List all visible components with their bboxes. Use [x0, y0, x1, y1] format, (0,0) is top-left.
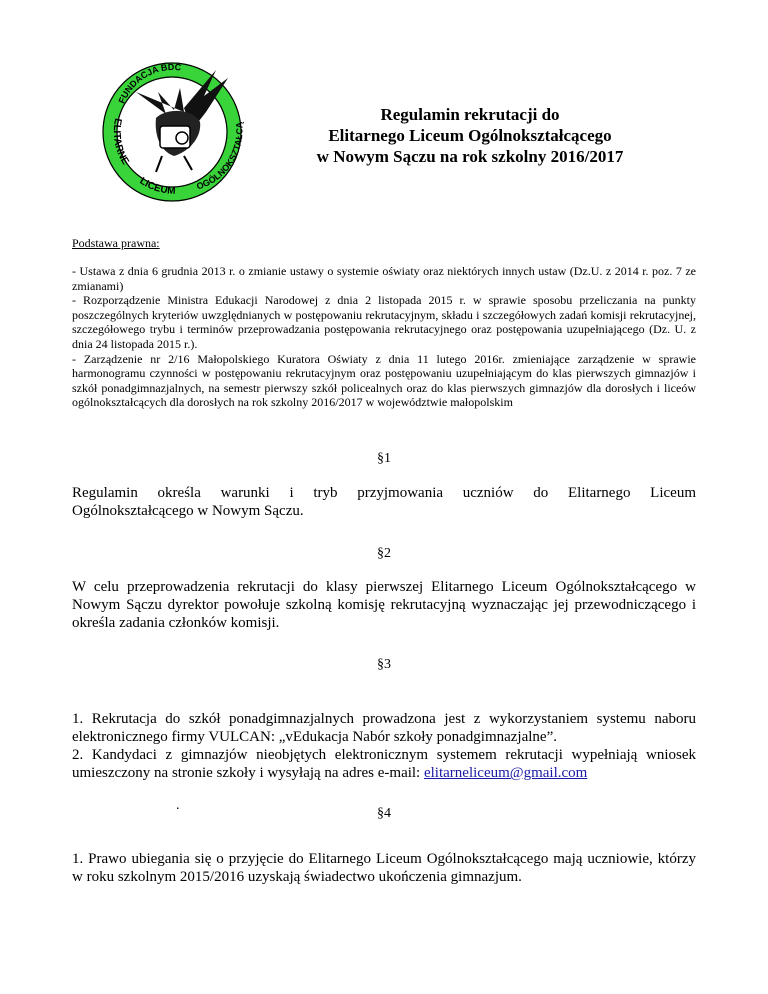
legal-basis-item: - Rozporządzenie Ministra Edukacji Narodowej z dnia 2 listopada 2015 r. w sprawie sposobu przeliczania na punkty poszczególnych kryteriów uwzględnianych w postępowaniu rekrutacyjnym, składu i szczegółowych zadań komisji rekrutacyjnej, szczegółowego trybu i terminów przeprowadzania postępowania rekrutacyjnego oraz postępowania uzupełniającego (Dz. U. z dnia 24 listopada 2015 r.). — [72, 293, 696, 351]
logo-top-text: FUNDACJA BDC — [116, 61, 182, 105]
document-title — [300, 104, 640, 167]
section-3-item-2 — [72, 746, 696, 782]
email-link[interactable]: elitarneliceum@gmail.com — [423, 765, 588, 781]
section-mark-3: §3 — [377, 657, 391, 672]
section-3-text — [72, 710, 696, 782]
section-mark-4: §4 — [377, 806, 391, 821]
stray-dot: . — [176, 798, 180, 813]
legal-basis-list — [72, 264, 696, 410]
section-1-text — [72, 484, 696, 520]
title-line-1: Regulamin rekrutacji do — [380, 105, 560, 124]
legal-basis-label: Podstawa prawna: — [72, 236, 160, 250]
section-1-line-1: Regulamin określa warunki i tryb przyjmowania uczniów do Elitarnego Liceum — [72, 485, 696, 501]
title-line-3: w Nowym Sączu na rok szkolny 2016/2017 — [316, 147, 624, 166]
logo-ring-bottom-text: LICEUM — [137, 175, 176, 197]
foundation-logo — [96, 52, 248, 204]
section-3-item-2-text: 2. Kandydaci z gimnazjów nieobjętych elektronicznym systemem rekrutacji wypełniają wniosek umieszczony na stronie szkoły i wysyłają na adres e-mail: — [72, 747, 696, 781]
section-mark-1: §1 — [377, 451, 391, 466]
logo-ring-right-text: OGÓLNOKSZTAŁCĄ — [195, 121, 245, 192]
logo-graphic — [96, 52, 248, 204]
title-line-2: Elitarnego Liceum Ogólnokształcącego — [328, 126, 612, 145]
section-2-text: W celu przeprowadzenia rekrutacji do klasy pierwszej Elitarnego Liceum Ogólnokształcącego w Nowym Sączu dyrektor powołuje szkolną komisję rekrutacyjną wyznaczając jej przewodniczącego i określa zadania członków komisji. — [72, 579, 696, 631]
section-mark-2: §2 — [377, 546, 391, 561]
section-1-line-2: Ogólnokształcącego w Nowym Sączu. — [72, 503, 304, 519]
legal-basis-item: - Ustawa z dnia 6 grudnia 2013 r. o zmianie ustawy o systemie oświaty oraz niektórych innych ustaw (Dz.U. z 2014 r. poz. 7 ze zmianami) — [72, 264, 696, 293]
section-3-item-1: 1. Rekrutacja do szkół ponadgimnazjalnych prowadzona jest z wykorzystaniem systemu naboru elektronicznego firmy VULCAN: „vEdukacja Nabór szkoły ponadgimnazjalne”. — [72, 711, 696, 745]
logo-ring-left-text: ELITARNE — [110, 117, 131, 167]
legal-basis-item: - Zarządzenie nr 2/16 Małopolskiego Kuratora Oświaty z dnia 11 lutego 2016r. zmieniające zarządzenie w sprawie harmonogramu czynności w postępowaniu rekrutacyjnym oraz postępowaniu uzupełniającym do klas pierwszych gimnazjów i szkół ponadgimnazjalnych, na semestr pierwszy szkół policealnych oraz do klas pierwszych gimnazjów dla dorosłych i liceów ogólnokształcących dla dorosłych na rok szkolny 2016/2017 w województwie małopolskim — [72, 351, 696, 410]
section-4-text: 1. Prawo ubiegania się o przyjęcie do Elitarnego Liceum Ogólnokształcącego mają uczniowie, którzy w roku szkolnym 2015/2016 uzyskają świadectwo ukończenia gimnazjum. — [72, 851, 696, 885]
